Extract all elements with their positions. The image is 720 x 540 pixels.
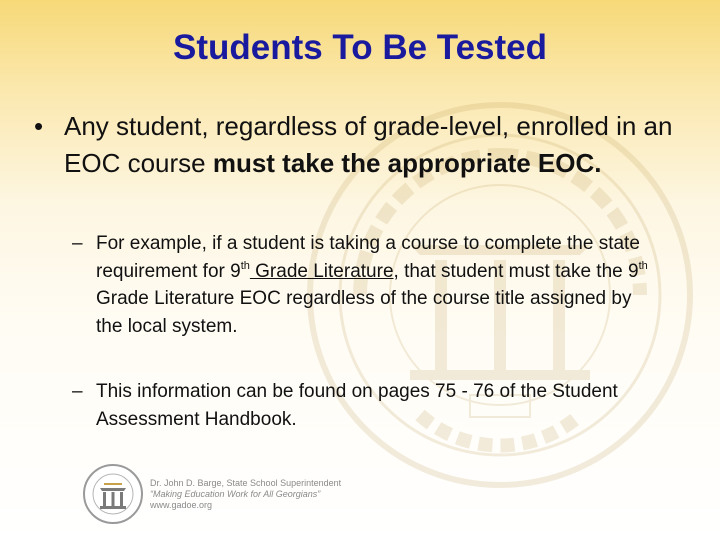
footer-text <box>150 478 341 511</box>
bullet-bold-text: must take the appropriate EOC. <box>212 148 602 178</box>
sub-bullet-dash: – <box>72 381 83 402</box>
sub-bullet-example <box>72 230 662 340</box>
superintendent-line: Dr. John D. Barge, State School Superintendent <box>150 478 342 488</box>
department-of-education-logo-icon <box>82 462 144 526</box>
underlined-course-name: Grade Literature <box>249 260 394 282</box>
sub-bullet-text: This information can be found on pages 75 - 76 of the Student Assessment Handbook. <box>96 381 618 430</box>
footer <box>82 462 382 526</box>
bullet-text: Any student, regardless of grade-level, enrolled in an EOC course must take the appropriate EOC. <box>64 111 673 178</box>
slide-title: Students To Be Tested <box>172 28 547 67</box>
sub-bullet-text: For example, if a student is taking a course to complete the state requirement for 9th Grade Literature, that student must take the 9th Grade Literature EOC regardless of the course title assigned by the local system. <box>96 233 648 337</box>
main-bullet <box>34 108 674 182</box>
sub-bullet-handbook <box>72 378 662 433</box>
website-link[interactable]: www.gadoe.org <box>150 500 213 510</box>
sub-bullet-dash: – <box>72 233 83 254</box>
bullet-dot: • <box>34 111 44 141</box>
slogan-line: “Making Education Work for All Georgians” <box>150 489 321 499</box>
